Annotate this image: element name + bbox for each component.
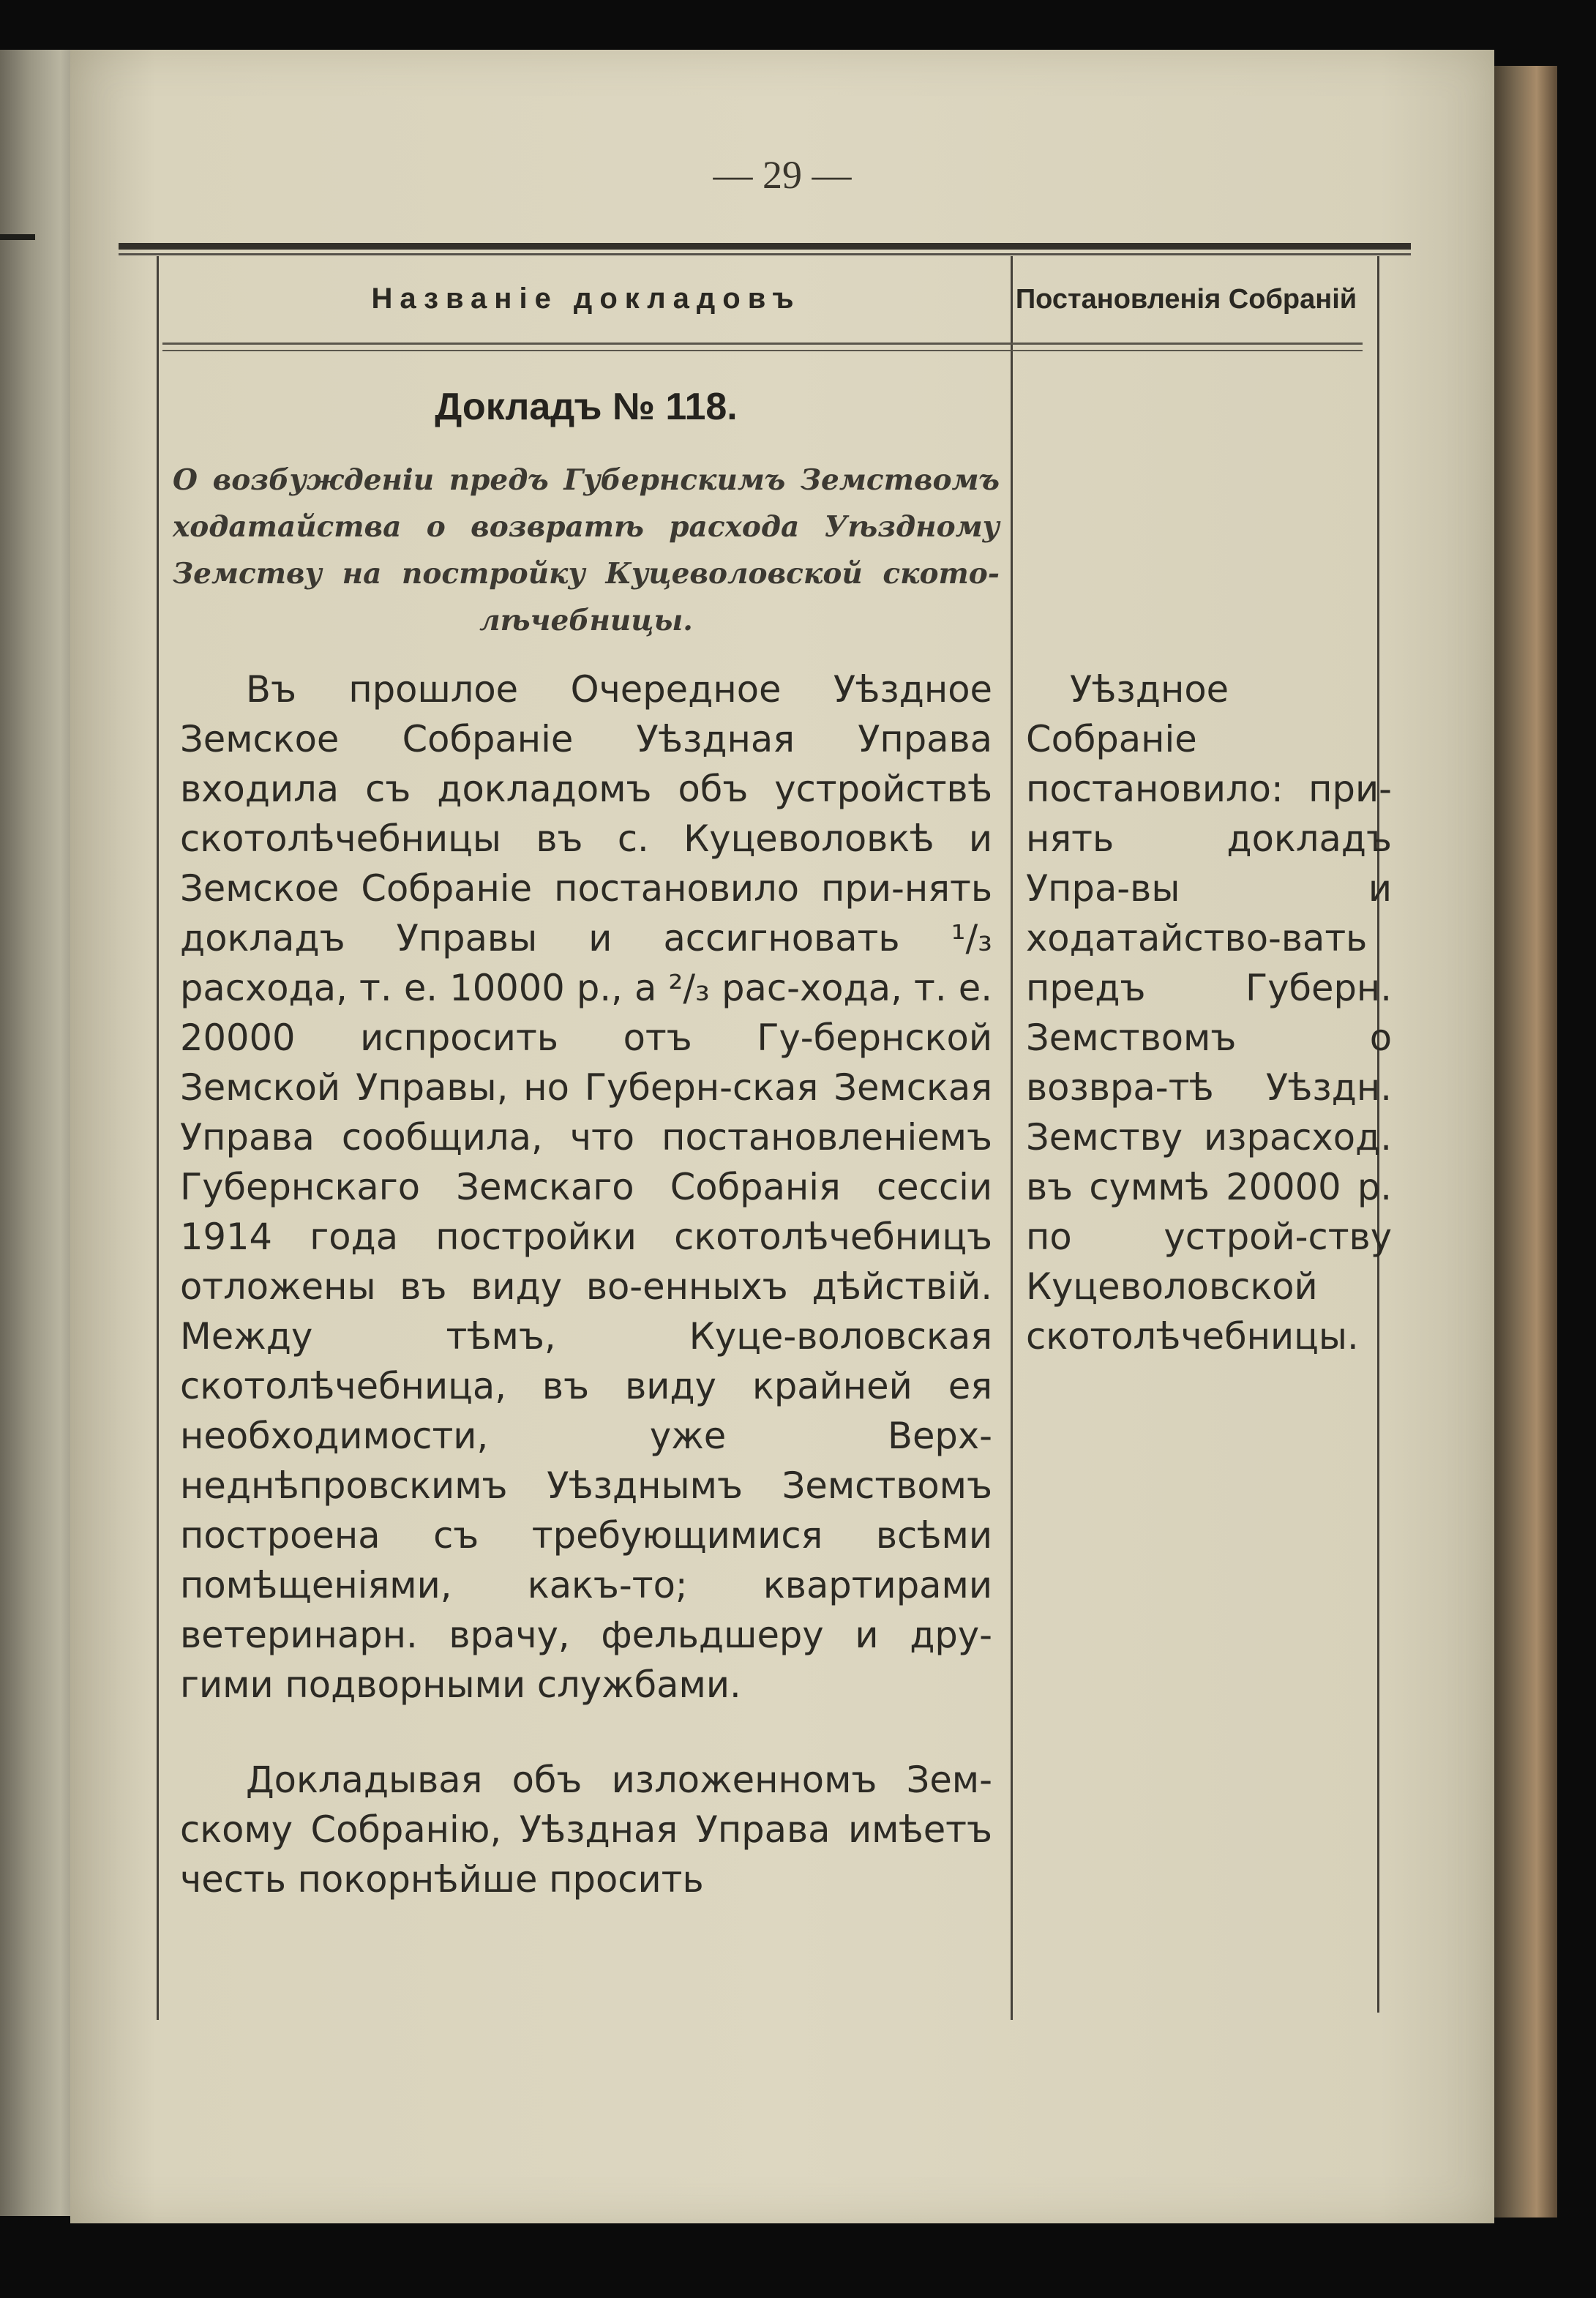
left-column-border	[157, 256, 159, 2020]
report-paragraph-2: Докладывая объ изложенномъ Зем-скому Собранію, Уѣздная Управа имѣетъ честь покорнѣйше просить	[180, 1759, 992, 1901]
report-title: Докладъ № 118.	[435, 386, 738, 428]
header-thin-rule	[119, 253, 1411, 255]
column-header-reports: Названіе докладовъ	[371, 282, 801, 315]
column-header-resolutions: Постановленія Собраній	[1015, 284, 1357, 315]
header-bottom-rule	[162, 343, 1363, 345]
report-paragraph-1: Въ прошлое Очередное Уѣздное Земское Собраніе Уѣздная Управа входила съ докладомъ объ устройствѣ скотолѣчебницы въ с. Куцеволовкѣ и Земское Собраніе постановило при-нять докладъ Управы и ассигновать ¹/₃ расхода, т. е. 10000 р., а ²/₃ рас-хода, т. е. 20000 испросить отъ Гу-бернской Земской Управы, но Губерн-ская Земская Управа сообщила, что постановленіемъ Губернскаго Земскаго Собранія сессіи 1914 года постройки скотолѣчебницъ отложены въ виду во-енныхъ дѣйствій. Между тѣмъ, Куце-воловская скотолѣчебница, въ виду крайней ея необходимости, уже Верх-неднѣпровскимъ Уѣзднымъ Земствомъ построена съ требующимися всѣми помѣщеніями, какъ-то; квартирами ветеринарн. врачу, фельдшеру и дру-гими подворными службами.	[180, 668, 992, 1706]
header-bottom-rule-2	[162, 350, 1363, 351]
book-page-edges	[1488, 66, 1557, 2217]
book-page	[70, 50, 1494, 2223]
report-subtitle: О возбужденіи предъ Губернскимъ Земствомъ ходатайства о возвратѣ расхода Уѣздному Земству на постройку Куцеволовской ското-лѣчебницы.	[173, 463, 1000, 637]
page-number: — 29 —	[713, 153, 852, 197]
header-thick-rule	[119, 243, 1411, 250]
column-divider	[1011, 256, 1013, 2020]
resolution-text: Уѣздное Собраніе постановило: при-нять докладъ Упра-вы и ходатайство-вать предъ Губерн. Земствомъ о возвра-тѣ Уѣздн. Земству израсход. въ суммѣ 20000 р. по устрой-ству Куцеволовской скотолѣчебницы.	[1026, 668, 1392, 1358]
left-page-mark	[0, 234, 35, 240]
